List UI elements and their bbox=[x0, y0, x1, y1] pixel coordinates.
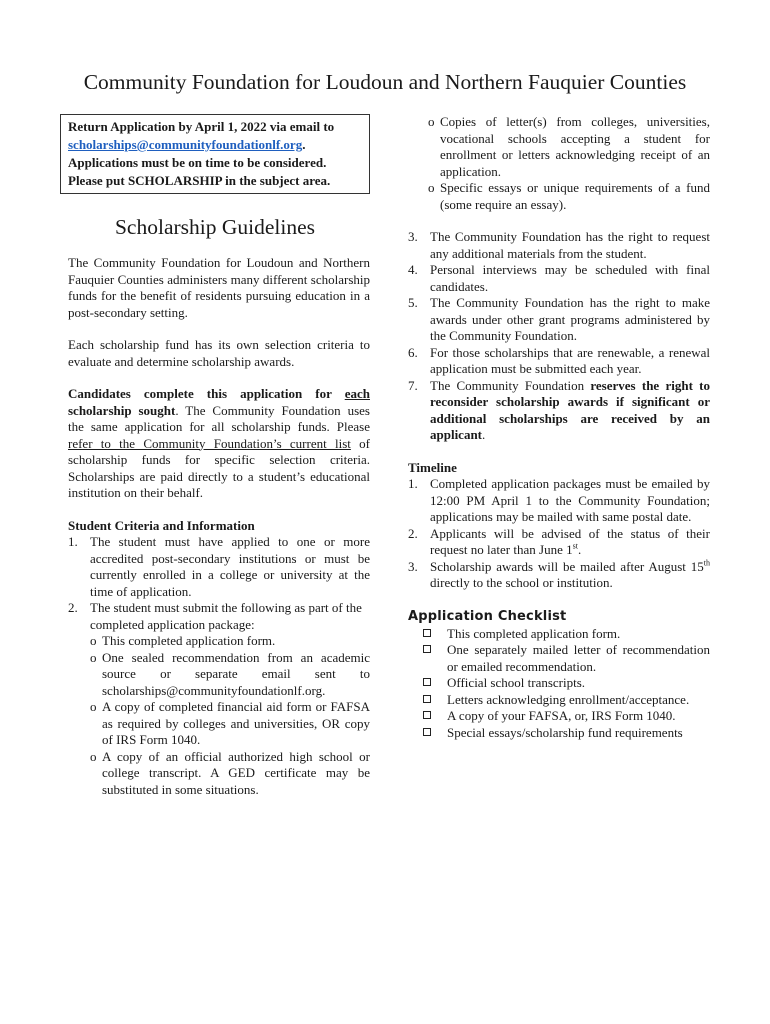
checkbox-icon[interactable] bbox=[423, 645, 431, 653]
required-materials-list-continued bbox=[428, 114, 710, 213]
instructions-text-2: of scholarship funds for specific selection criteria. Scholarships are paid directly to a student’s educational institution on their behalf. bbox=[68, 435, 370, 500]
checkbox-icon[interactable] bbox=[423, 695, 431, 703]
list-item: 2. Applicants will be advised of the status of their request no later than June 1st. bbox=[408, 525, 710, 557]
reserves-right-bold: reserves the right to reconsider scholarship awards if significant or additional scholarships are received by an applicant bbox=[430, 377, 710, 442]
page-title: Community Foundation for Loudoun and Northern Fauquier Counties bbox=[83, 70, 687, 94]
instructions-bold-each: each bbox=[344, 386, 370, 401]
list-item: 6. For those scholarships that are renewable, a renewal application must be submitted each year. bbox=[408, 344, 710, 376]
return-application-notice bbox=[60, 114, 370, 194]
list-item: o A copy of an official authorized high school or college transcript. A GED certificate may be substituted in some situations. bbox=[90, 748, 370, 797]
list-item: 3. Scholarship awards will be mailed after August 15th directly to the school or institution. bbox=[408, 558, 710, 590]
funds-list-link[interactable]: refer to the Community Foundation’s current list bbox=[68, 435, 351, 451]
instructions-bold-2: scholarship sought bbox=[68, 402, 176, 418]
checkbox-icon[interactable] bbox=[423, 629, 431, 637]
right-column bbox=[402, 114, 710, 741]
return-notice-text: Return Application by April 1, 2022 via email to bbox=[68, 119, 335, 134]
checklist-item: Special essays/scholarship fund requirements bbox=[423, 725, 710, 742]
list-item: o One sealed recommendation from an academic source or separate email sent to scholarships@communityfoundationlf.org. bbox=[90, 649, 370, 698]
checklist-heading: Application Checklist bbox=[408, 608, 567, 624]
list-item: 1. Completed application packages must be emailed by 12:00 PM April 1 to the Community Foundation; applications may be mailed with same postal date. bbox=[408, 476, 710, 524]
required-materials-list bbox=[90, 633, 370, 798]
list-item: o Copies of letter(s) from colleges, universities, vocational schools accepting a student for enrollment or letters acknowledging receipt of an application. bbox=[428, 114, 710, 179]
list-item: o Specific essays or unique requirements of a fund (some require an essay). bbox=[428, 180, 710, 212]
checklist-item: A copy of your FAFSA, or, IRS Form 1040. bbox=[423, 708, 710, 725]
list-item: 3. The Community Foundation has the right to request any additional materials from the student. bbox=[408, 229, 710, 261]
guidelines-intro-paragraph: The Community Foundation for Loudoun and Northern Fauquier Counties administers many different scholarship funds for the benefit of residents pursuing education in a post-secondary setting. bbox=[68, 255, 370, 320]
student-criteria-list-continued bbox=[408, 229, 710, 444]
timeline-list bbox=[408, 476, 710, 592]
instructions-text-1: . The Community Foundation uses the same application for all scholarship funds. Please bbox=[68, 402, 370, 434]
checklist-item: Letters acknowledging enrollment/acceptance. bbox=[423, 692, 710, 709]
list-item: 2. The student must submit the following as part of the completed application package: o This completed application form. o One sealed recommendation from an academic source or separate email sent to scholarships@communityfoundationlf.org. o A copy of completed financial aid form or FAFSA as required by colleges and universities, OR copy of IRS Form 1040. o A copy of an official authorized high school or college transcript. A GED certificate may be substituted in some situations. bbox=[68, 600, 370, 797]
guidelines-title: Scholarship Guidelines bbox=[114, 215, 316, 239]
timeline-heading: Timeline bbox=[408, 459, 457, 475]
left-column bbox=[60, 114, 370, 798]
checklist-item: Official school transcripts. bbox=[423, 675, 710, 692]
checkbox-icon[interactable] bbox=[423, 728, 431, 736]
instructions-bold-1: Candidates complete this application for bbox=[68, 386, 345, 401]
list-item: 5. The Community Foundation has the right to make awards under other grant programs administered by the Community Foundation. bbox=[408, 295, 710, 343]
selection-criteria-paragraph: Each scholarship fund has its own selection criteria to evaluate and determine scholarship awards. bbox=[68, 337, 370, 369]
list-item: 4. Personal interviews may be scheduled with final candidates. bbox=[408, 262, 710, 294]
checklist-item: One separately mailed letter of recommendation or emailed recommendation. bbox=[423, 642, 710, 675]
checkbox-icon[interactable] bbox=[423, 711, 431, 719]
application-checklist bbox=[402, 626, 710, 742]
student-criteria-list bbox=[68, 534, 370, 798]
list-item: 1. The student must have applied to one or more accredited post-secondary institutions or must be currently enrolled in a college or university at the time of application. bbox=[68, 534, 370, 599]
list-item: 7. The Community Foundation reserves the right to reconsider scholarship awards if significant or additional scholarships are received by an applicant. bbox=[408, 377, 710, 442]
checkbox-icon[interactable] bbox=[423, 678, 431, 686]
list-item: o This completed application form. bbox=[90, 633, 276, 648]
list-item: o A copy of completed financial aid form or FAFSA as required by colleges and universities, OR copy of IRS Form 1040. bbox=[90, 699, 370, 747]
application-instructions-paragraph bbox=[68, 386, 370, 502]
checklist-item: This completed application form. bbox=[423, 626, 710, 643]
return-notice-text-2: . Applications must be on time to be considered. Please put SCHOLARSHIP in the subject area. bbox=[68, 137, 331, 188]
student-criteria-heading: Student Criteria and Information bbox=[68, 517, 255, 533]
scholarship-email-link[interactable]: scholarships@communityfoundationlf.org bbox=[68, 137, 303, 152]
